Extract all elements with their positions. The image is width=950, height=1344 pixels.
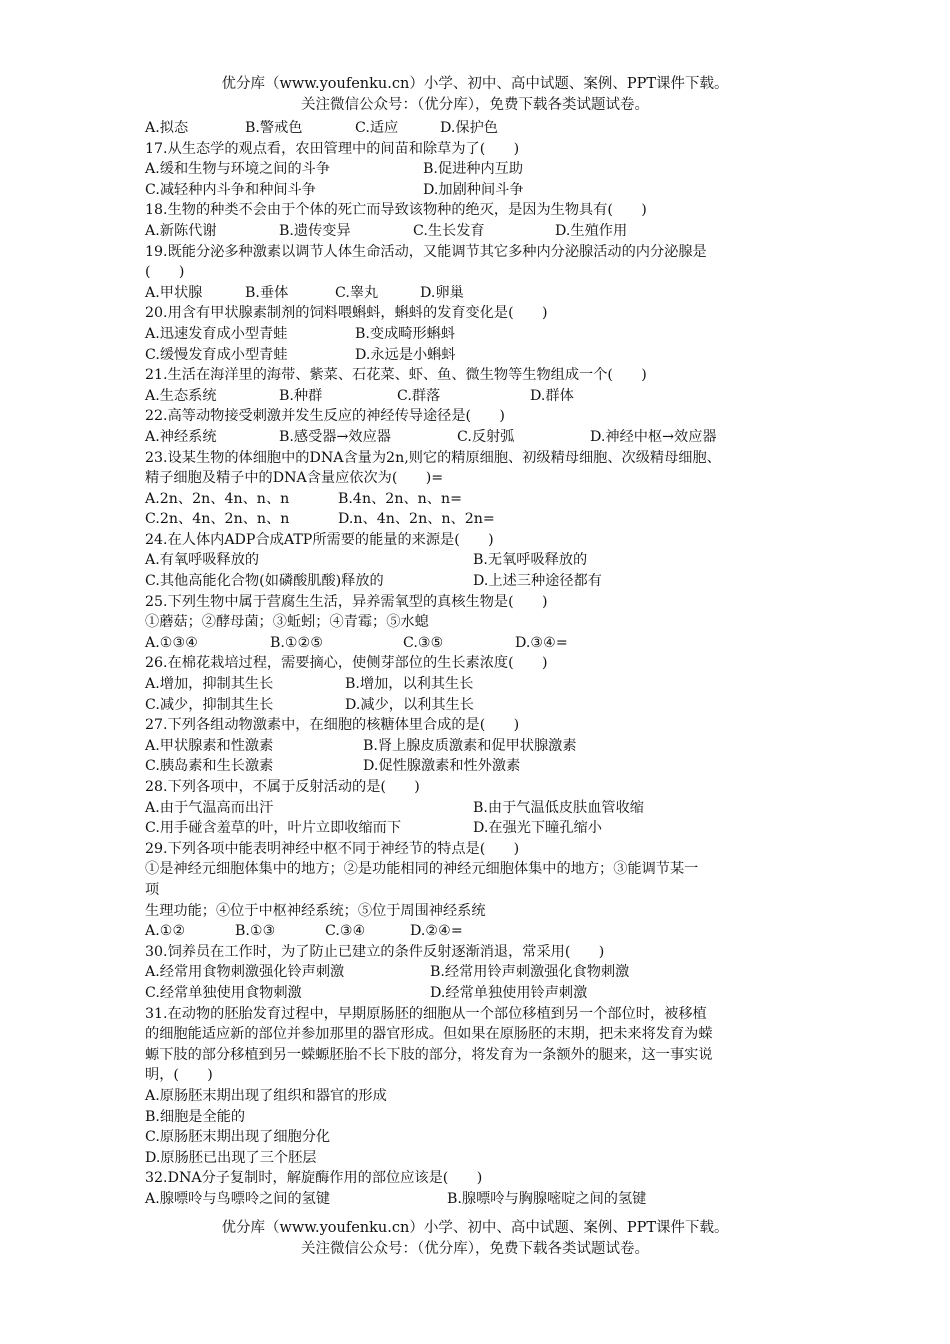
option-text: A.①② xyxy=(145,923,186,940)
option-text: D.n、4n、2n、n、2n= xyxy=(338,511,495,528)
option-text: A.由于气温高而出汗 xyxy=(145,799,274,816)
option-text: A.甲状腺素和性激素 xyxy=(145,737,274,754)
option-text: A.腺嘌呤与鸟嘌呤之间的氢键 xyxy=(145,1190,331,1207)
option-text: B.感受器→效应器 xyxy=(279,428,391,445)
text-line: A.原肠胚末期出现了组织和器官的形成 xyxy=(145,1087,387,1104)
option-text: D.上述三种途径都有 xyxy=(473,573,602,590)
option-text: C.③⑤ xyxy=(403,634,444,651)
option-text: B.警戒色 xyxy=(245,120,303,136)
option-text: A.有氧呼吸释放的 xyxy=(145,552,260,569)
text-line: 的细胞能适应新的部位并参加那里的器官形成。但如果在原肠胚的末期，把未来将发育为蝾 xyxy=(145,1026,713,1043)
option-text: B.遗传变异 xyxy=(279,222,351,239)
option-text: A.甲状腺 xyxy=(145,284,203,301)
text-line: ( ) xyxy=(145,264,185,281)
option-text: A.①③④ xyxy=(145,634,198,651)
question-body xyxy=(145,118,815,1209)
text-line: ①是神经元细胞体集中的地方；②是功能相同的神经元细胞体集中的地方；③能调节某一 xyxy=(145,861,699,878)
option-text: C.群落 xyxy=(397,387,441,404)
footer-line-1: 优分库（www.youfenku.cn）小学、初中、高中试题、案例、PPT课件下载。 xyxy=(221,1220,729,1236)
text-line: C.原肠胚末期出现了细胞分化 xyxy=(145,1129,331,1146)
option-row xyxy=(145,345,815,366)
option-row xyxy=(145,386,815,407)
option-row xyxy=(145,695,815,716)
option-row xyxy=(145,921,815,942)
option-text: D.促性腺激素和性外激素 xyxy=(363,758,521,775)
option-text: D.群体 xyxy=(530,387,574,404)
option-text: B.变成畸形蝌蚪 xyxy=(355,325,456,342)
option-text: A.迅速发育成小型青蛙 xyxy=(145,325,288,342)
option-text: D.生殖作用 xyxy=(555,222,628,239)
option-text: D.③④= xyxy=(515,634,568,651)
option-text: D.保护色 xyxy=(440,120,498,136)
option-row xyxy=(145,118,815,139)
option-text: B.腺嘌呤与胸腺嘧啶之间的氢键 xyxy=(447,1190,647,1207)
text-line: 18.生物的种类不会由于个体的死亡而导致该物种的绝灭，是因为生物具有( ) xyxy=(145,202,647,219)
option-text: B.增加，以利其生长 xyxy=(345,676,474,693)
option-text: C.减轻种内斗争和种间斗争 xyxy=(145,181,316,198)
text-line: D.原肠胚已出现了三个胚层 xyxy=(145,1149,317,1166)
option-text: B.4n、2n、n、n= xyxy=(338,490,462,507)
option-text: C.适应 xyxy=(355,120,399,136)
option-text: A.拟态 xyxy=(145,120,189,136)
option-text: C.反射弧 xyxy=(457,428,515,445)
option-row xyxy=(145,159,815,180)
option-text: D.减少，以利其生长 xyxy=(345,696,474,713)
option-row xyxy=(145,736,815,757)
option-text: D.神经中枢→效应器 xyxy=(590,428,717,445)
text-line: 23.设某生物的体细胞中的DNA含量为2n,则它的精原细胞、初级精母细胞、次级精母细胞、 xyxy=(145,449,721,466)
option-text: B.经常用铃声刺激强化食物刺激 xyxy=(430,964,630,981)
option-text: B.种群 xyxy=(279,387,323,404)
option-text: D.经常单独使用铃声刺激 xyxy=(430,984,588,1001)
option-text: A.2n、2n、4n、n、n xyxy=(145,490,290,507)
option-row xyxy=(145,283,815,304)
text-line: 29.下列各项中能表明神经中枢不同于神经节的特点是( ) xyxy=(145,840,520,857)
option-text: A.生态系统 xyxy=(145,387,217,404)
option-text: C.经常单独使用食物刺激 xyxy=(145,984,302,1001)
text-line: 31.在动物的胚胎发育过程中，早期原肠胚的细胞从一个部位移植到另一个部位时，被移植 xyxy=(145,1005,707,1022)
header-line-1: 优分库（www.youfenku.cn）小学、初中、高中试题、案例、PPT课件下载。 xyxy=(221,76,729,92)
option-row xyxy=(145,509,815,530)
option-text: B.促进种内互助 xyxy=(423,161,524,178)
option-text: C.胰岛素和生长激素 xyxy=(145,758,274,775)
option-row xyxy=(145,633,815,654)
text-line: 螈下肢的部分移植到另一蝾螈胚胎不长下肢的部分，将发育为一条额外的腿来，这一事实说 xyxy=(145,1046,713,1063)
option-text: D.在强光下瞳孔缩小 xyxy=(473,820,602,837)
option-row xyxy=(145,427,815,448)
page-header xyxy=(0,74,950,115)
option-row xyxy=(145,1189,815,1210)
option-row xyxy=(145,180,815,201)
option-text: D.加剧种间斗争 xyxy=(423,181,524,198)
option-text: A.神经系统 xyxy=(145,428,217,445)
option-text: C.生长发育 xyxy=(413,222,485,239)
option-text: A.经常用食物刺激强化铃声刺激 xyxy=(145,964,345,981)
text-line: 30.饲养员在工作时，为了防止已建立的条件反射逐渐消退，常采用( ) xyxy=(145,943,605,960)
option-text: B.无氧呼吸释放的 xyxy=(473,552,588,569)
text-line: 项 xyxy=(145,881,160,898)
header-line-2: 关注微信公众号：（优分库），免费下载各类试题试卷。 xyxy=(301,96,649,113)
option-row xyxy=(145,983,815,1004)
option-row xyxy=(145,674,815,695)
option-text: C.睾丸 xyxy=(335,284,379,301)
option-text: C.减少，抑制其生长 xyxy=(145,696,274,713)
option-text: C.③④ xyxy=(325,923,366,940)
text-line: 精子细胞及精子中的DNA含量应依次为( )= xyxy=(145,470,444,487)
option-text: C.用手碰含羞草的叶，叶片立即收缩而下 xyxy=(145,820,402,837)
text-line: 22.高等动物接受刺激并发生反应的神经传导途径是( ) xyxy=(145,408,505,425)
text-line: B.细胞是全能的 xyxy=(145,1108,246,1125)
option-text: D.卵巢 xyxy=(420,284,464,301)
option-row xyxy=(145,550,815,571)
option-row xyxy=(145,756,815,777)
option-text: C.2n、4n、2n、n、n xyxy=(145,511,290,528)
option-row xyxy=(145,221,815,242)
text-line: 25.下列生物中属于营腐生生活，异养需氧型的真核生物是( ) xyxy=(145,593,548,610)
option-row xyxy=(145,818,815,839)
text-line: 27.下列各组动物激素中，在细胞的核糖体里合成的是( ) xyxy=(145,717,520,734)
text-line: 26.在棉花栽培过程，需要摘心，使侧芽部位的生长素浓度( ) xyxy=(145,655,548,672)
text-line: 24.在人体内ADP合成ATP所需要的能量的来源是( ) xyxy=(145,531,494,548)
text-line: ①蘑菇；②酵母菌；③蚯蚓；④青霉；⑤水螅 xyxy=(145,614,429,631)
option-row xyxy=(145,962,815,983)
option-text: B.垂体 xyxy=(245,284,289,301)
option-text: C.缓慢发育成小型青蛙 xyxy=(145,346,288,363)
option-text: A.缓和生物与环境之间的斗争 xyxy=(145,161,331,178)
text-line: 明，( ) xyxy=(145,1067,213,1084)
option-text: D.永远是小蝌蚪 xyxy=(355,346,456,363)
text-line: 19.既能分泌多种激素以调节人体生命活动，又能调节其它多种内分泌腺活动的内分泌腺是 xyxy=(145,243,707,260)
option-text: B.肾上腺皮质激素和促甲状腺激素 xyxy=(363,737,577,754)
text-line: 21.生活在海洋里的海带、紫菜、石花菜、虾、鱼、微生物等生物组成一个( ) xyxy=(145,367,647,384)
option-text: B.①③ xyxy=(235,923,276,940)
text-line: 20.用含有甲状腺素制剂的饲料喂蝌蚪，蝌蚪的发育变化是( ) xyxy=(145,305,548,322)
text-line: 生理功能；④位于中枢神经系统；⑤位于周围神经系统 xyxy=(145,902,486,919)
text-line: 17.从生态学的观点看，农田管理中的间苗和除草为了( ) xyxy=(145,140,520,157)
page-footer xyxy=(0,1218,950,1259)
option-text: B.由于气温低皮肤血管收缩 xyxy=(473,799,644,816)
option-text: C.其他高能化合物(如磷酸肌酸)释放的 xyxy=(145,573,384,590)
option-text: A.新陈代谢 xyxy=(145,222,217,239)
option-text: D.②④= xyxy=(410,923,463,940)
option-text: A.增加，抑制其生长 xyxy=(145,676,274,693)
text-line: 32.DNA分子复制时，解旋酶作用的部位应该是( ) xyxy=(145,1170,483,1187)
option-row xyxy=(145,324,815,345)
option-row xyxy=(145,798,815,819)
option-row xyxy=(145,571,815,592)
text-line: 28.下列各项中，不属于反射活动的是( ) xyxy=(145,779,420,795)
option-row xyxy=(145,489,815,510)
option-text: B.①②⑤ xyxy=(270,634,324,651)
footer-line-2: 关注微信公众号：（优分库），免费下载各类试题试卷。 xyxy=(301,1240,649,1257)
